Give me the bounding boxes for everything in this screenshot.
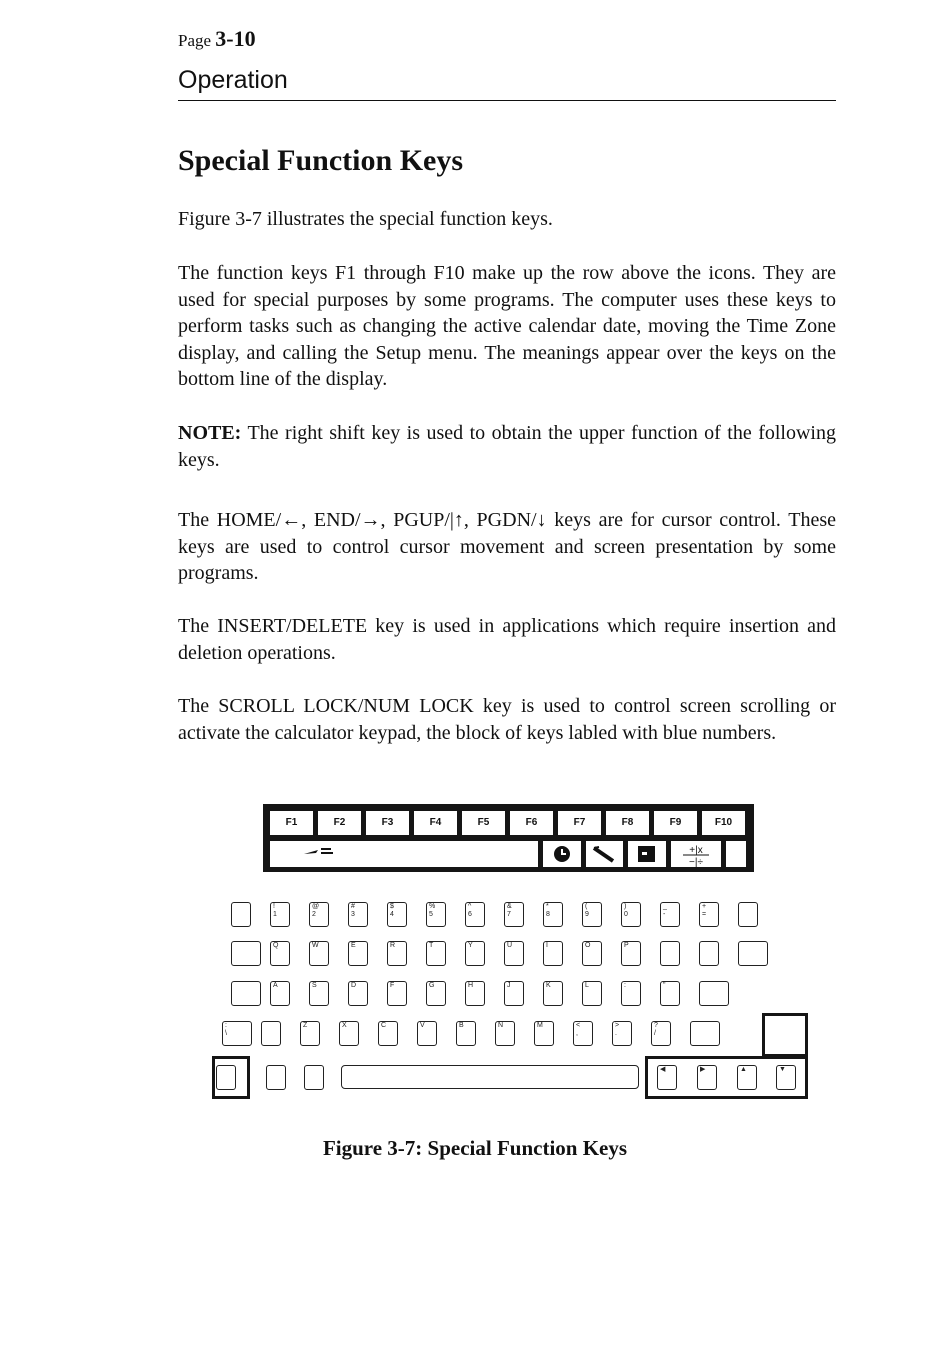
key-row4-12[interactable]	[690, 1021, 720, 1046]
header-rule	[178, 100, 836, 101]
key-row2-12[interactable]	[699, 941, 719, 966]
paragraph-6: The SCROLL LOCK/NUM LOCK key is used to control screen scrolling or activate the calculator keypad, the block of keys labled with blue numbers.	[178, 695, 836, 744]
function-key-f1[interactable]: F1	[270, 811, 313, 835]
key-row5-2[interactable]	[304, 1065, 324, 1090]
key-row3-4[interactable]: F	[387, 981, 407, 1006]
paragraph-1: Figure 3-7 illustrates the special function keys.	[178, 208, 553, 230]
key-row3-7[interactable]: J	[504, 981, 524, 1006]
key-row1-9[interactable]: ( 9	[582, 902, 602, 927]
key-row2-9[interactable]: O	[582, 941, 602, 966]
key-row1-12[interactable]: + =	[699, 902, 719, 927]
key-row2-4[interactable]: R	[387, 941, 407, 966]
key-row1-2[interactable]: @ 2	[309, 902, 329, 927]
key-row3-8[interactable]: K	[543, 981, 563, 1006]
key-row1-10[interactable]: ) 0	[621, 902, 641, 927]
svg-text:−|÷: −|÷	[689, 857, 703, 867]
function-key-f2[interactable]: F2	[318, 811, 361, 835]
key-row5-1[interactable]	[266, 1065, 286, 1090]
note-label: NOTE:	[178, 422, 242, 444]
key-row1-3[interactable]: # 3	[348, 902, 368, 927]
down-arrow-key[interactable]: ▼	[776, 1065, 796, 1090]
key-row3-0[interactable]	[231, 981, 261, 1006]
function-key-f7[interactable]: F7	[558, 811, 601, 835]
key-row2-0[interactable]	[231, 941, 261, 966]
function-key-f4[interactable]: F4	[414, 811, 457, 835]
key-row3-11[interactable]: "	[660, 981, 680, 1006]
key-row4-0[interactable]: : \	[222, 1021, 252, 1046]
function-key-f9[interactable]: F9	[654, 811, 697, 835]
key-row3-5[interactable]: G	[426, 981, 446, 1006]
paragraph-2: The function keys F1 through F10 make up the row above the icons. They are used for special purposes by some programs. The computer uses these keys to perform tasks such as changing the active calendar date, moving the Time Zone display, and calling the Setup menu. The meanings appear over the keys on the bottom line of the display.	[178, 262, 836, 390]
key-row2-7[interactable]: U	[504, 941, 524, 966]
clock-icon	[543, 841, 581, 867]
page-title: Special Function Keys	[178, 144, 464, 177]
key-row4-7[interactable]: N	[495, 1021, 515, 1046]
key-row4-2[interactable]: Z	[300, 1021, 320, 1046]
key-row4-4[interactable]: C	[378, 1021, 398, 1046]
key-row1-1[interactable]: ! 1	[270, 902, 290, 927]
key-row4-6[interactable]: B	[456, 1021, 476, 1046]
key-row2-11[interactable]	[660, 941, 680, 966]
screen-icon	[628, 841, 666, 867]
key-row1-8[interactable]: * 8	[543, 902, 563, 927]
function-key-f8[interactable]: F8	[606, 811, 649, 835]
spacebar[interactable]	[341, 1065, 639, 1089]
key-row1-7[interactable]: & 7	[504, 902, 524, 927]
key-row4-1[interactable]	[261, 1021, 281, 1046]
key-row2-3[interactable]: E	[348, 941, 368, 966]
function-key-f10[interactable]: F10	[702, 811, 745, 835]
logo-icon	[304, 847, 334, 856]
calculator-icon	[671, 841, 721, 867]
key-row1-5[interactable]: % 5	[426, 902, 446, 927]
paragraph-note	[178, 420, 836, 473]
key-row2-8[interactable]: I	[543, 941, 563, 966]
key-row1-0[interactable]	[231, 902, 251, 927]
key-row3-6[interactable]: H	[465, 981, 485, 1006]
note-text: The right shift key is used to obtain the upper function of the following keys.	[178, 422, 836, 471]
up-arrow-key[interactable]: ▲	[737, 1065, 757, 1090]
key-row2-2[interactable]: W	[309, 941, 329, 966]
key-row1-6[interactable]: ^ 6	[465, 902, 485, 927]
key-row3-1[interactable]: A	[270, 981, 290, 1006]
key-row4-10[interactable]: > .	[612, 1021, 632, 1046]
pen-icon	[586, 841, 623, 867]
highlight-left-key	[212, 1056, 250, 1099]
key-row1-11[interactable]: _ -	[660, 902, 680, 927]
key-row1-13[interactable]	[738, 902, 758, 927]
icon-bar	[270, 841, 538, 867]
page-number: Page 3-10	[178, 26, 256, 51]
key-row4-5[interactable]: V	[417, 1021, 437, 1046]
key-row3-12[interactable]	[699, 981, 729, 1006]
function-key-f6[interactable]: F6	[510, 811, 553, 835]
function-key-f3[interactable]: F3	[366, 811, 409, 835]
function-key-panel	[263, 804, 754, 872]
right-arrow-key[interactable]: ▶	[697, 1065, 717, 1090]
figure-caption: Figure 3-7: Special Function Keys	[322, 1136, 628, 1160]
key-row3-2[interactable]: S	[309, 981, 329, 1006]
function-key-f5[interactable]: F5	[462, 811, 505, 835]
highlight-right-key	[762, 1013, 808, 1057]
key-row2-1[interactable]: Q	[270, 941, 290, 966]
key-row2-13[interactable]	[738, 941, 768, 966]
left-arrow-key[interactable]: ◀	[657, 1065, 677, 1090]
paragraph-4: The HOME/←, END/→, PGUP/|↑, PGDN/↓ keys are for cursor control. These keys are used to control cursor movement and screen presentation by some programs.	[178, 509, 836, 584]
key-row1-4[interactable]: $ 4	[387, 902, 407, 927]
key-row4-11[interactable]: ? /	[651, 1021, 671, 1046]
key-row4-3[interactable]: X	[339, 1021, 359, 1046]
panel-end-strip	[726, 841, 746, 867]
key-row2-6[interactable]: Y	[465, 941, 485, 966]
key-row2-5[interactable]: T	[426, 941, 446, 966]
key-row4-8[interactable]: M	[534, 1021, 554, 1046]
key-row3-3[interactable]: D	[348, 981, 368, 1006]
key-row2-10[interactable]: P	[621, 941, 641, 966]
section-title: Operation	[178, 66, 288, 94]
paragraph-5: The INSERT/DELETE key is used in applications which require insertion and deletion operations.	[178, 615, 836, 664]
key-row4-9[interactable]: < ,	[573, 1021, 593, 1046]
highlight-arrow-keys	[645, 1056, 808, 1099]
svg-text:+|x: +|x	[689, 845, 703, 856]
key-row3-9[interactable]: L	[582, 981, 602, 1006]
key-row3-10[interactable]: :	[621, 981, 641, 1006]
